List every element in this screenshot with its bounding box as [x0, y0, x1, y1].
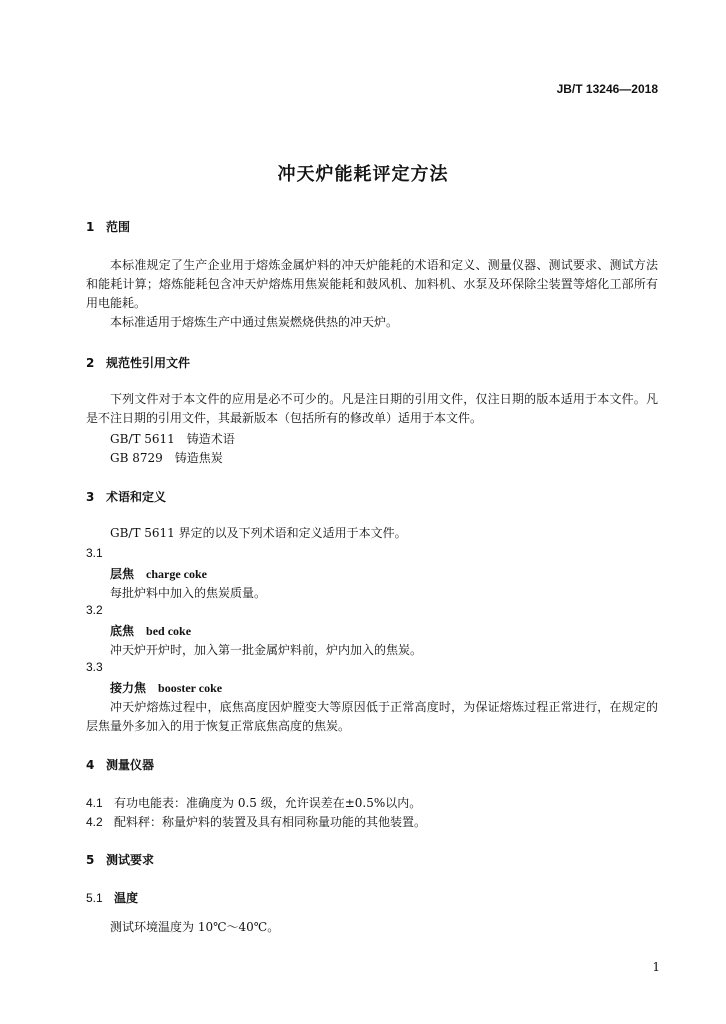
subsection-5-1-text: 测试环境温度为 10℃～40℃。 [110, 920, 280, 934]
section-2-paragraph-1: 下列文件对于本文件的应用是必不可少的。凡是注日期的引用文件，仅注日期的版本适用于本文件。凡是不注日期的引用文件，其最新版本（包括所有的修改单）适用于本文件。 [86, 392, 658, 425]
section-number: 5 [86, 853, 95, 867]
section-title: 测量仪器 [106, 758, 155, 772]
page-number: 1 [652, 960, 660, 974]
term-zh: 接力焦 [110, 681, 147, 695]
reference-gbt-5611: GB/T 5611 铸造术语 [110, 432, 235, 446]
section-1-paragraph-2: 本标准适用于熔炼生产中通过焦炭燃烧供热的冲天炉。 [110, 315, 399, 329]
section-3-heading [86, 488, 166, 505]
section-number: 4 [86, 758, 95, 772]
section-number: 2 [86, 356, 95, 370]
term-heading [110, 679, 222, 696]
term-en: charge coke [146, 567, 207, 581]
term-en: bed coke [146, 624, 192, 638]
section-5-heading [86, 851, 154, 868]
section-3-paragraph-1: GB/T 5611 界定的以及下列术语和定义适用于本文件。 [110, 526, 407, 540]
section-2-heading [86, 354, 190, 371]
subsection-5-1-heading [86, 889, 138, 906]
clause-number: 4.1 [86, 796, 103, 810]
term-definition: 冲天炉开炉时，加入第一批金属炉料前，炉内加入的焦炭。 [110, 643, 423, 657]
section-title: 术语和定义 [106, 490, 167, 504]
clause-text: 有功电能表：准确度为 0.5 级，允许误差在±0.5%以内。 [114, 796, 422, 810]
clause-4-2 [86, 813, 426, 830]
section-title: 范围 [106, 220, 131, 234]
section-number: 3 [86, 490, 95, 504]
term-zh: 层焦 [110, 567, 135, 581]
section-4-heading [86, 756, 154, 773]
clause-number: 4.2 [86, 815, 103, 829]
subsection-title: 温度 [114, 891, 139, 905]
clause-4-1 [86, 794, 421, 811]
document-title: 冲天炉能耗评定方法 [277, 164, 449, 185]
section-title: 测试要求 [106, 853, 155, 867]
section-1-heading [86, 218, 130, 235]
term-zh: 底焦 [110, 624, 135, 638]
term-number: 3.3 [86, 660, 103, 674]
reference-gb-8729: GB 8729 铸造焦炭 [110, 451, 223, 465]
term-en: booster coke [158, 681, 223, 695]
clause-text: 配料秤：称量炉料的装置及具有相同称量功能的其他装置。 [114, 815, 427, 829]
section-1-paragraph-1: 本标准规定了生产企业用于熔炼金属炉料的冲天炉能耗的术语和定义、测量仪器、测试要求、测试方法和能耗计算；熔炼能耗包含冲天炉熔炼用焦炭能耗和鼓风机、加料机、水泵及环保除尘装置等熔化工部所有用电能耗。 [86, 258, 658, 310]
standard-number: JB/T 13246—2018 [556, 82, 658, 96]
subsection-number: 5.1 [86, 891, 103, 905]
section-number: 1 [86, 220, 95, 234]
term-definition: 每批炉料中加入的焦炭质量。 [110, 586, 267, 600]
term-definition: 冲天炉熔炼过程中，底焦高度因炉膛变大等原因低于正常高度时，为保证熔炼过程正常进行，在规定的层焦量外多加入的用于恢复正常底焦高度的焦炭。 [86, 700, 658, 733]
term-number: 3.1 [86, 546, 103, 560]
term-heading [110, 565, 207, 582]
section-title: 规范性引用文件 [106, 356, 191, 370]
term-heading [110, 622, 191, 639]
term-number: 3.2 [86, 603, 103, 617]
